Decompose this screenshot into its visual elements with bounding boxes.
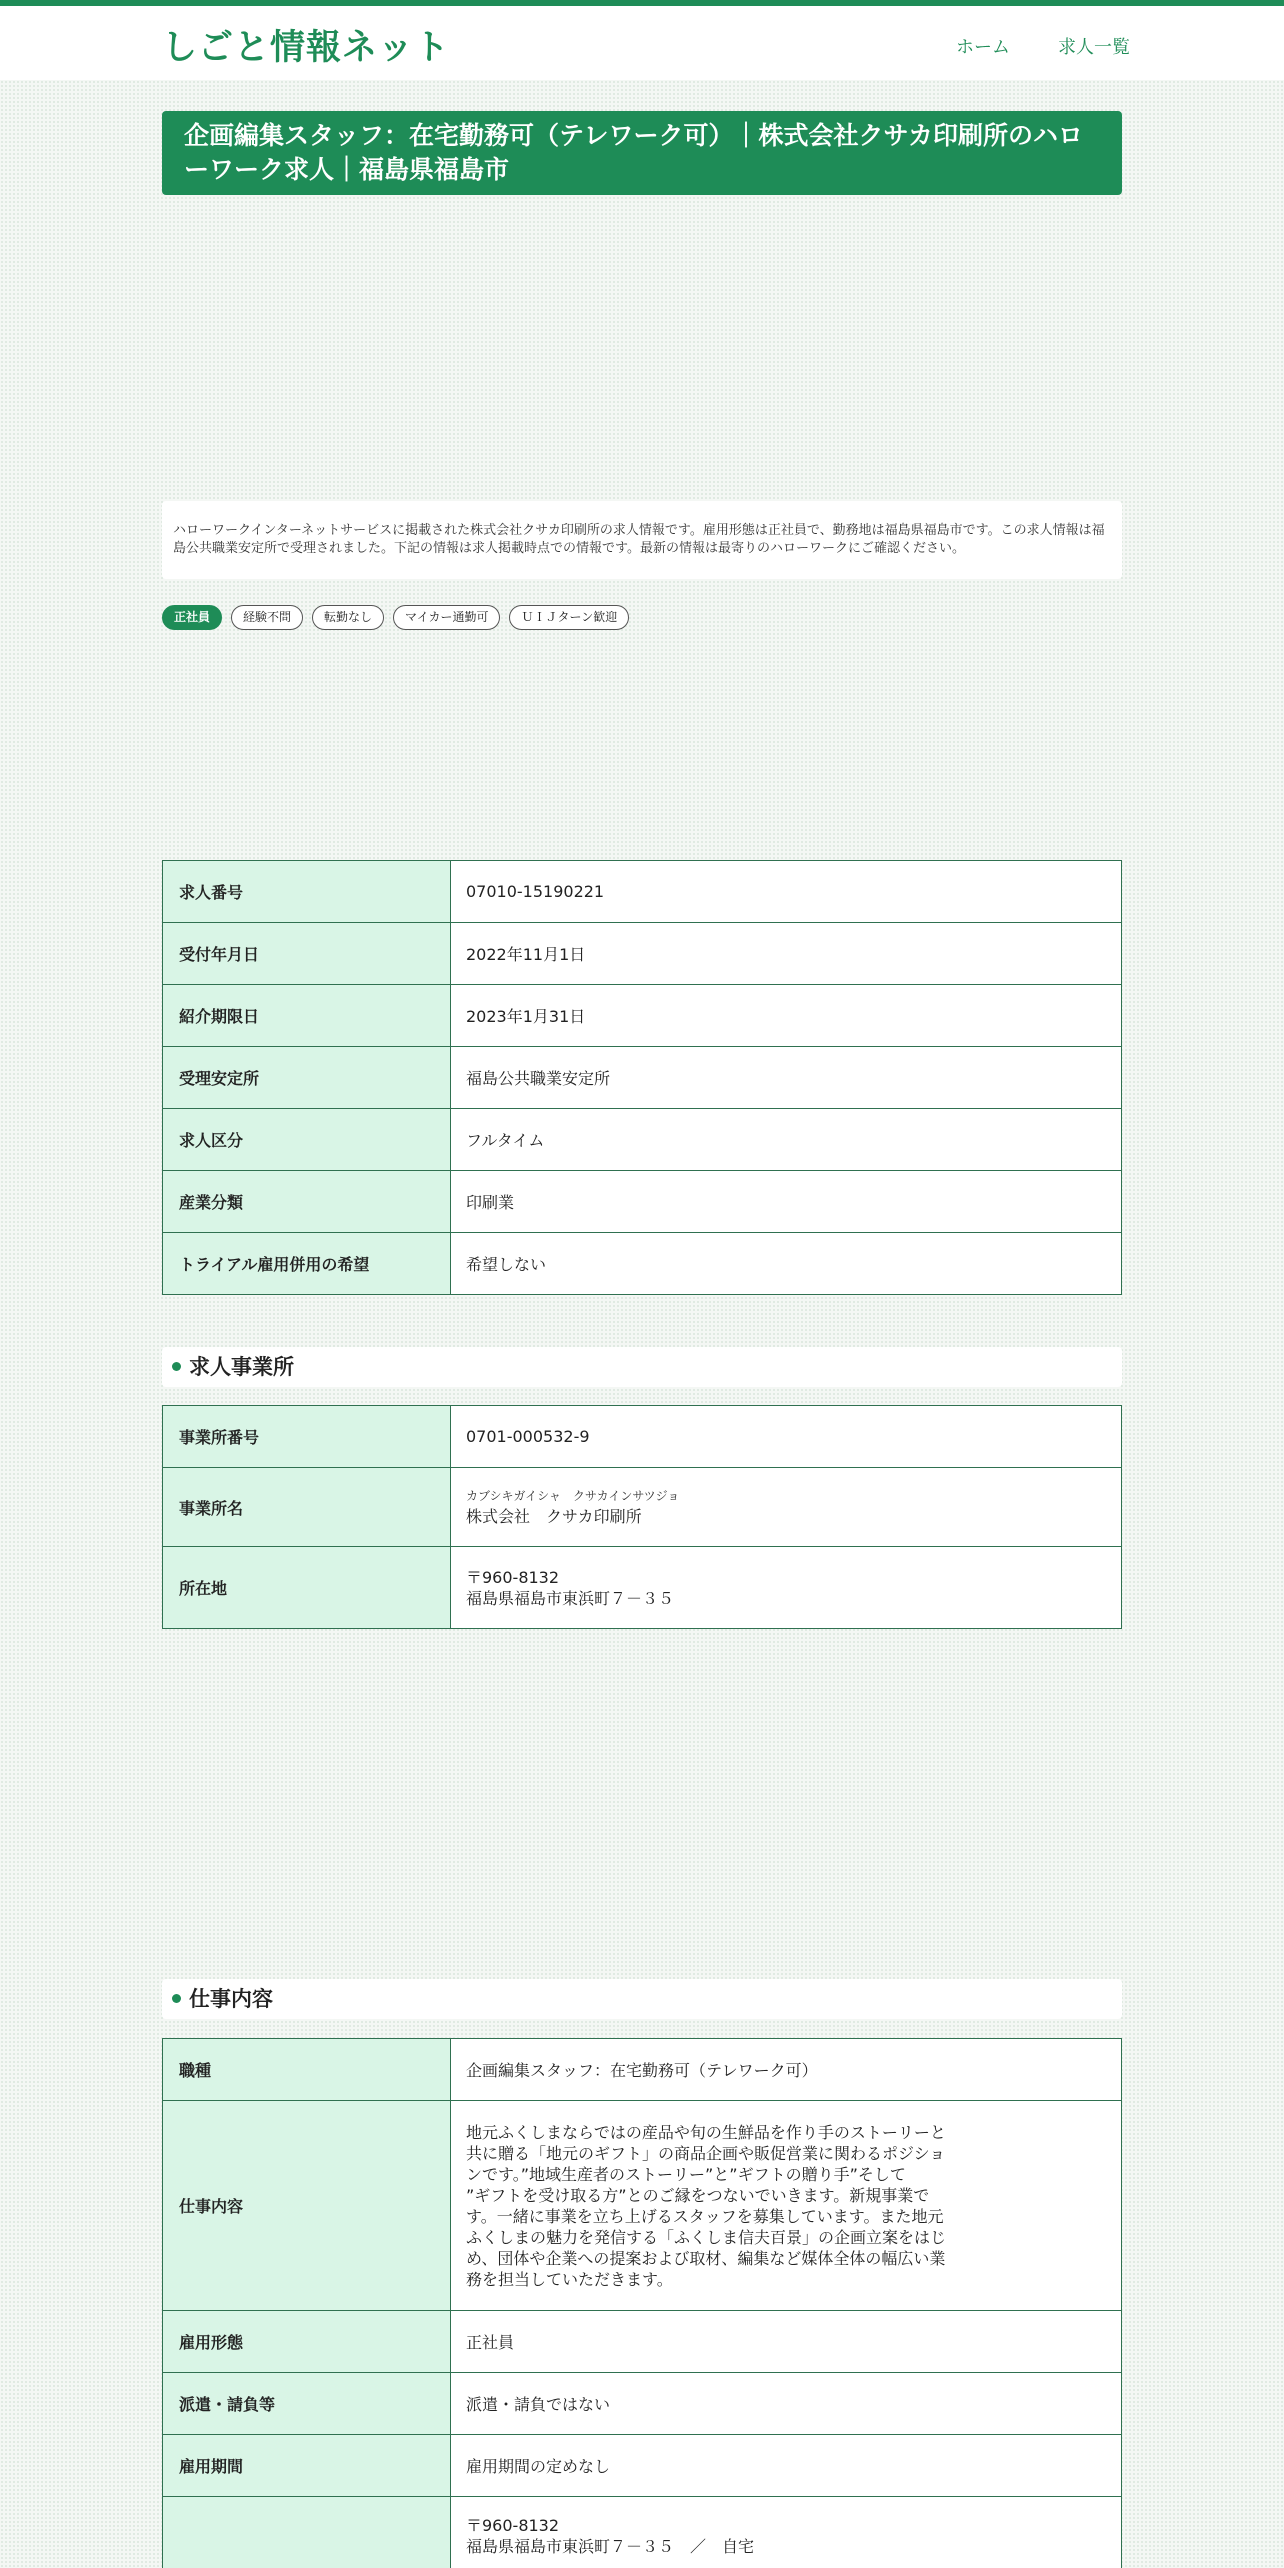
address-postal: 〒960-8132 <box>466 1567 560 1587</box>
nav-job-list-link[interactable]: 求人一覧 <box>1058 37 1130 58</box>
workplace-value: 福島県福島市東浜町７－３５ ／ 自宅 <box>466 2537 755 2556</box>
description-line: ”ギフトを受け取る方”とのご縁をつないでいきます。新規事業で <box>466 2185 930 2205</box>
section-heading-office <box>162 1347 1122 1387</box>
row-label: 受付年月日 <box>163 923 451 985</box>
table-row <box>163 1171 1122 1233</box>
table-row <box>163 1233 1122 1295</box>
row-label: 産業分類 <box>163 1171 451 1233</box>
description-line: 共に贈る「地元のギフト」の商品企画や販促営業に関わるポジショ <box>466 2143 946 2163</box>
description-line: 務を担当していただきます。 <box>466 2269 673 2289</box>
page-title: 企画編集スタッフ：在宅勤務可（テレワーク可）｜株式会社クサカ印刷所のハローワーク求人｜福島県福島市 <box>162 111 1122 195</box>
nav-home-link[interactable]: ホーム <box>956 37 1010 58</box>
section-heading-job <box>162 1979 1122 2019</box>
site-logo-title[interactable]: しごと情報ネット <box>162 28 451 68</box>
row-value: 雇用期間の定めなし <box>451 2435 1122 2497</box>
bullet-dot-icon <box>172 1362 181 1371</box>
row-label: 雇用期間 <box>163 2435 451 2497</box>
row-label: 所在地 <box>163 1547 451 1629</box>
office-name-value: 株式会社 クサカ印刷所 <box>466 1506 642 1526</box>
tag-no-experience: 経験不問 <box>231 605 303 630</box>
row-label: 受理安定所 <box>163 1047 451 1109</box>
basic-info-table <box>162 860 1122 1295</box>
table-row <box>163 1547 1122 1629</box>
table-row <box>163 1109 1122 1171</box>
section-heading-label: 求人事業所 <box>189 1355 294 1379</box>
row-label: 仕事内容 <box>163 2101 451 2311</box>
description-line: ンです。”地域生産者のストーリー”と”ギフトの贈り手”そして <box>466 2164 906 2184</box>
table-row <box>163 2435 1122 2497</box>
workplace-postal: 〒960-8132 <box>466 2516 560 2535</box>
row-label: 求人区分 <box>163 1109 451 1171</box>
row-label: 事業所番号 <box>163 1406 451 1468</box>
job-info-table <box>162 2038 1122 2568</box>
table-row <box>163 2373 1122 2435</box>
tag-uij-turn: ＵＩＪターン歓迎 <box>509 605 629 630</box>
row-label: 求人番号 <box>163 861 451 923</box>
workplace-cell <box>451 2497 1122 2568</box>
table-row <box>163 923 1122 985</box>
site-header <box>0 6 1284 80</box>
row-value: 07010-15190221 <box>451 861 1122 923</box>
section-heading-label: 仕事内容 <box>189 1987 273 2011</box>
row-value: 印刷業 <box>451 1171 1122 1233</box>
row-value: 2022年11月1日 <box>451 923 1122 985</box>
row-value: 2023年1月31日 <box>451 985 1122 1047</box>
table-row <box>163 2039 1122 2101</box>
row-value: 0701-000532-9 <box>451 1406 1122 1468</box>
row-label: 派遣・請負等 <box>163 2373 451 2435</box>
table-row <box>163 1047 1122 1109</box>
row-value: 正社員 <box>451 2311 1122 2373</box>
row-value: 企画編集スタッフ：在宅勤務可（テレワーク可） <box>451 2039 1122 2101</box>
tag-list <box>162 605 629 631</box>
tag-seishain: 正社員 <box>162 605 222 630</box>
row-value: 希望しない <box>451 1233 1122 1295</box>
table-row <box>163 1406 1122 1468</box>
intro-text: ハローワークインターネットサービスに掲載された株式会社クサカ印刷所の求人情報です。雇用形態は正社員で、勤務地は福島県福島市です。この求人情報は福島公共職業安定所で受理されました。下記の情報は求人掲載時点での情報です。最新の情報は最寄りのハローワークにご確認ください。 <box>162 501 1122 579</box>
row-value: フルタイム <box>451 1109 1122 1171</box>
office-info-table <box>162 1405 1122 1629</box>
row-label: 事業所名 <box>163 1468 451 1547</box>
row-label <box>163 2497 451 2568</box>
row-value: 派遣・請負ではない <box>451 2373 1122 2435</box>
tag-car-commute: マイカー通勤可 <box>393 605 500 630</box>
bullet-dot-icon <box>172 1994 181 2003</box>
table-row <box>163 985 1122 1047</box>
office-name-kana: カブシキガイシャ クサカインサツジョ <box>466 1488 680 1503</box>
table-row <box>163 2497 1122 2568</box>
row-label: 雇用形態 <box>163 2311 451 2373</box>
row-label: 紹介期限日 <box>163 985 451 1047</box>
description-line: め、団体や企業への提案および取材、編集など媒体全体の幅広い業 <box>466 2248 946 2268</box>
row-label: 職種 <box>163 2039 451 2101</box>
table-row <box>163 861 1122 923</box>
address-value: 福島県福島市東浜町７－３５ <box>466 1588 675 1608</box>
address-cell <box>451 1547 1122 1629</box>
table-row <box>163 1468 1122 1547</box>
office-name-cell <box>451 1468 1122 1547</box>
description-line: 地元ふくしまならではの産品や旬の生鮮品を作り手のストーリーと <box>466 2122 946 2142</box>
row-label: トライアル雇用併用の希望 <box>163 1233 451 1295</box>
description-line: ふくしまの魅力を発信する「ふくしま信夫百景」の企画立案をはじ <box>466 2227 947 2247</box>
row-value: 福島公共職業安定所 <box>451 1047 1122 1109</box>
tag-no-transfer: 転勤なし <box>312 605 384 630</box>
description-cell <box>451 2101 1122 2311</box>
table-row <box>163 2101 1122 2311</box>
table-row <box>163 2311 1122 2373</box>
description-line: す。一緒に事業を立ち上げるスタッフを募集しています。また地元 <box>466 2206 944 2226</box>
